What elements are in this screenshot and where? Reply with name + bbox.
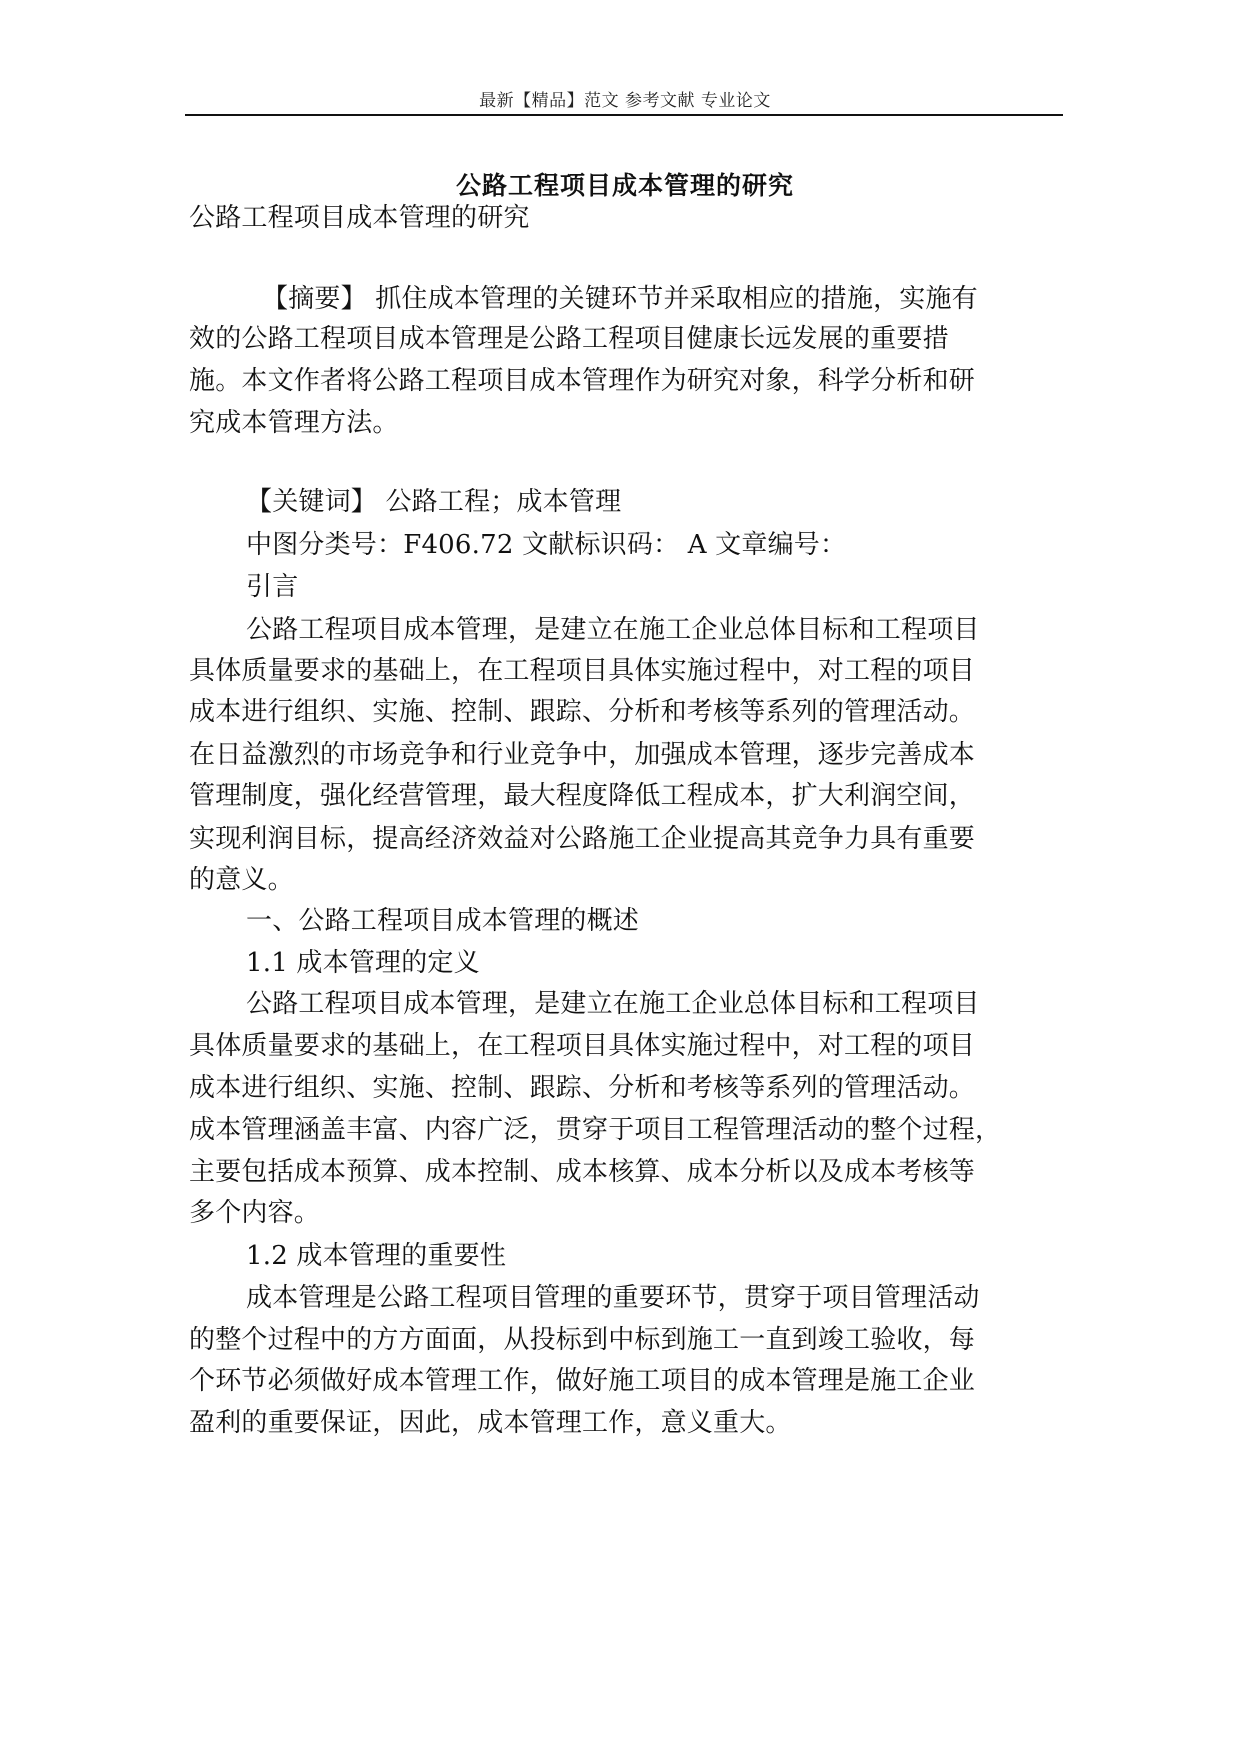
body-line: 的意义。 [189,865,294,895]
subsection-heading: 1.1 成本管理的定义 [246,948,480,978]
body-line: 盈利的重要保证，因此，成本管理工作，意义重大。 [189,1408,792,1438]
classification-line: 中图分类号：F406.72 文献标识码： A 文章编号： [246,530,847,560]
body-line: 在日益激烈的市场竞争和行业竞争中，加强成本管理，逐步完善成本 [189,740,976,770]
body-line: 个环节必须做好成本管理工作，做好施工项目的成本管理是施工企业 [189,1366,976,1396]
abstract-line: 究成本管理方法。 [189,408,399,438]
subtitle-line: 公路工程项目成本管理的研究 [189,203,530,233]
header-divider [185,114,1063,116]
body-line: 多个内容。 [189,1198,321,1228]
body-line: 成本进行组织、实施、控制、跟踪、分析和考核等系列的管理活动。 [189,1073,976,1103]
running-header: 最新【精品】范文 参考文献 专业论文 [479,91,771,111]
body-line: 成本管理涵盖丰富、内容广泛，贯穿于项目工程管理活动的整个过程， [189,1115,1002,1145]
keywords-line: 【关键词】 公路工程；成本管理 [246,487,622,517]
body-line: 成本管理是公路工程项目管理的重要环节，贯穿于项目管理活动 [246,1283,980,1313]
body-line: 成本进行组织、实施、控制、跟踪、分析和考核等系列的管理活动。 [189,697,976,727]
body-line: 的整个过程中的方方面面，从投标到中标到施工一直到竣工验收，每 [189,1325,976,1355]
body-line: 公路工程项目成本管理，是建立在施工企业总体目标和工程项目 [246,615,980,645]
section-heading: 一、公路工程项目成本管理的概述 [246,906,640,936]
abstract-line: 【摘要】 抓住成本管理的关键环节并采取相应的措施，实施有 [262,284,978,314]
body-line: 主要包括成本预算、成本控制、成本核算、成本分析以及成本考核等 [189,1157,976,1187]
abstract-line: 施。本文作者将公路工程项目成本管理作为研究对象，科学分析和研 [189,366,976,396]
document-title: 公路工程项目成本管理的研究 [455,171,794,200]
body-line: 公路工程项目成本管理，是建立在施工企业总体目标和工程项目 [246,989,980,1019]
subsection-heading: 1.2 成本管理的重要性 [246,1241,507,1271]
body-line: 具体质量要求的基础上，在工程项目具体实施过程中，对工程的项目 [189,1031,976,1061]
body-line: 实现利润目标，提高经济效益对公路施工企业提高其竞争力具有重要 [189,824,976,854]
abstract-line: 效的公路工程项目成本管理是公路工程项目健康长远发展的重要措 [189,324,949,354]
body-line: 管理制度，强化经营管理，最大程度降低工程成本，扩大利润空间， [189,781,976,811]
body-line: 具体质量要求的基础上，在工程项目具体实施过程中，对工程的项目 [189,656,976,686]
section-heading: 引言 [246,572,299,602]
